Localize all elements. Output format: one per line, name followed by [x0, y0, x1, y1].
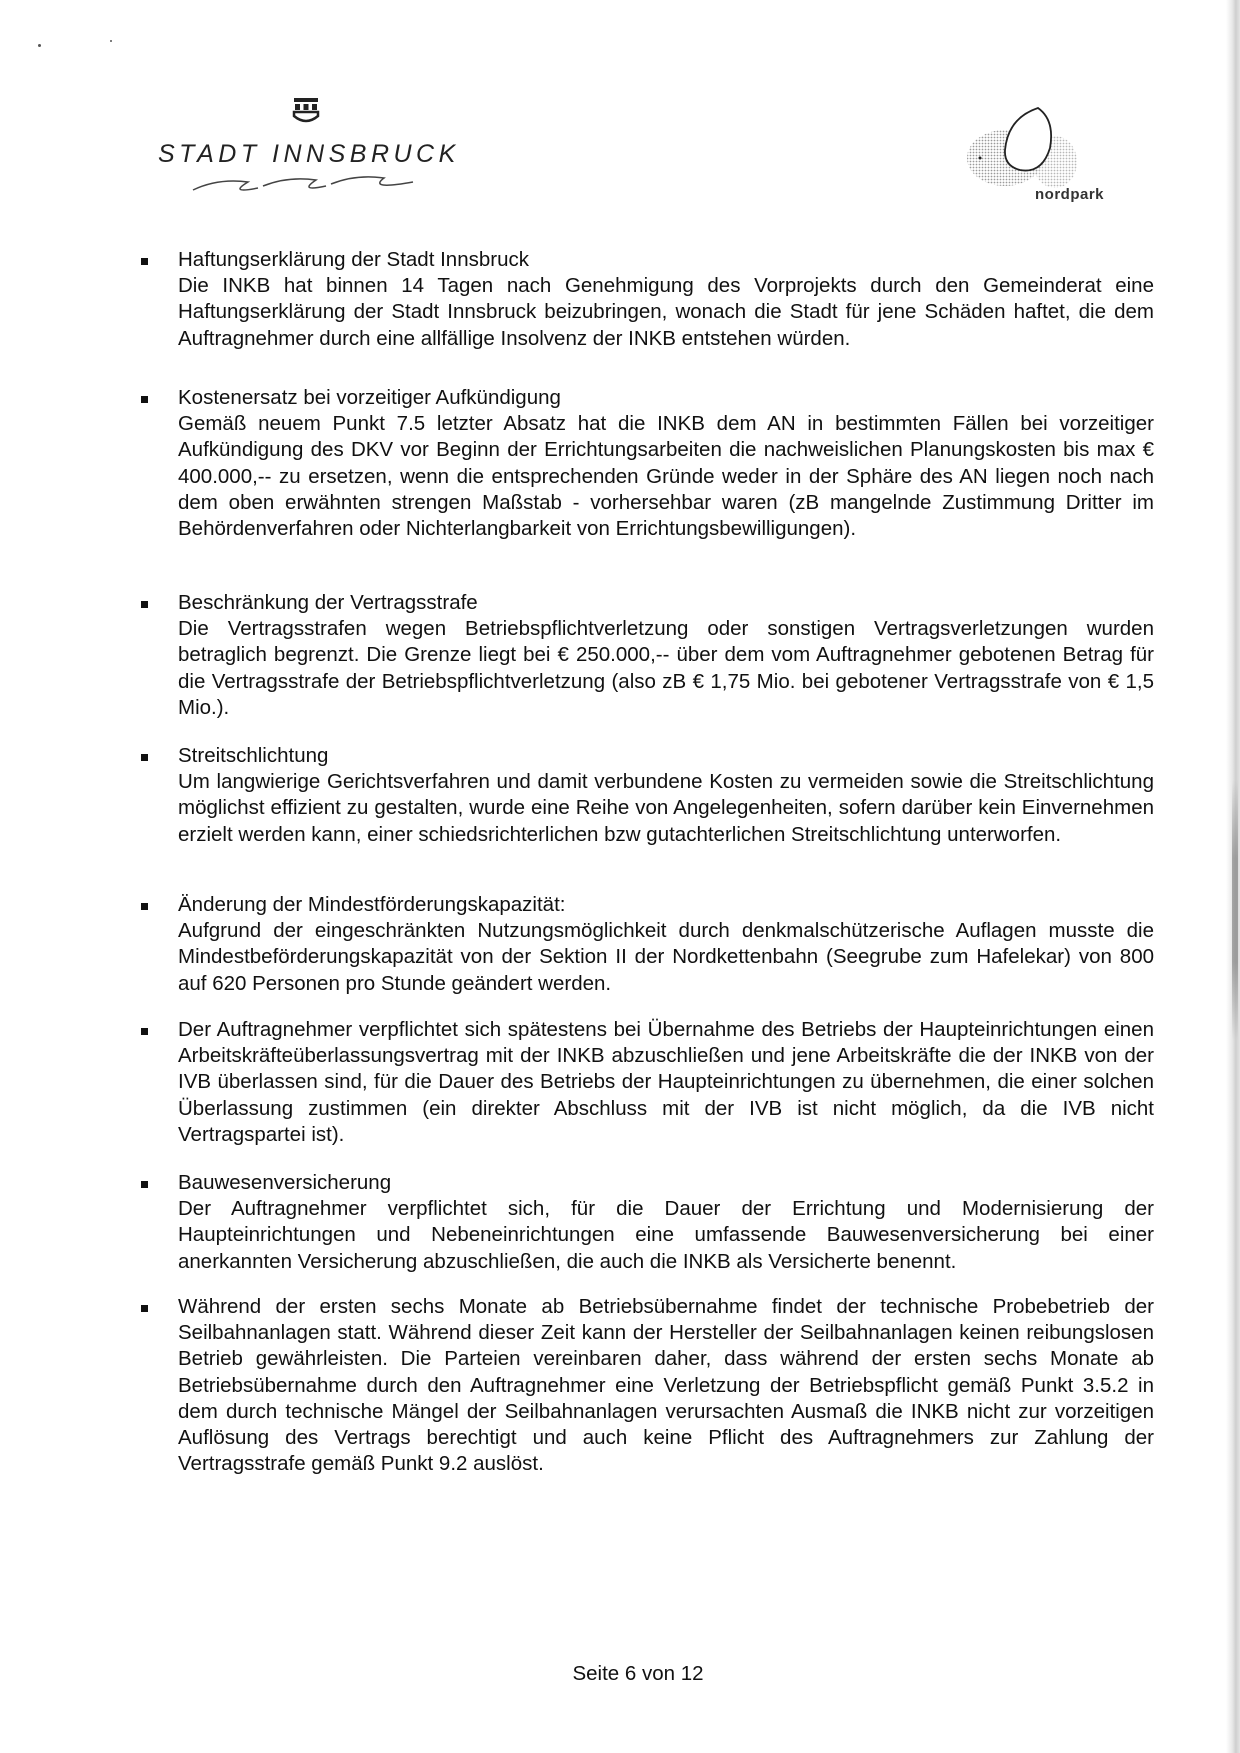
list-item-text: [178, 590, 1154, 721]
list-item-body: Die INKB hat binnen 14 Tagen nach Genehmigung des Vorprojekts durch den Gemeinderat eine Haftungserklärung der Stadt Innsbruck beizubringen, wonach die Stadt für jene Schäden haftet, die dem Auftragnehmer durch eine allfällige Insolvenz der INKB entstehen würden.: [178, 274, 1154, 350]
list-item-body: Um langwierige Gerichtsverfahren und damit verbundene Kosten zu vermeiden sowie die Streitschlichtung möglichst effizient zu gestalten, wurde eine Reihe von Angelegenheiten, sofern darüber kein Einvernehmen erzielt werden kann, einer schiedsrichterlichen bzw gutachterlichen Streitschlichtung unterworfen.: [178, 770, 1154, 846]
scan-speck: [38, 44, 41, 47]
list-item-body: Während der ersten sechs Monate ab Betriebsübernahme findet der technische Probebetrieb der Seilbahnanlagen statt. Während dieser Zeit kann der Hersteller der Seilbahnanlagen keinen reibungslosen Betrieb gewährleisten. Die Parteien vereinbaren daher, dass während der ersten sechs Monate ab Betriebsübernahme durch den Auftragnehmer eine Verletzung der Betriebspflicht gemäß Punkt 3.5.2 in dem durch technische Mängel der Seilbahnanlagen verursachten Ausmaß die INKB nicht zur vorzeitigen Auflösung des Vertrags berechtigt und auch keine Pflicht des Auftragnehmers zur Zahlung der Vertragsstrafe gemäß Punkt 9.2 auslöst.: [178, 1295, 1154, 1476]
list-item-text: [178, 247, 1154, 352]
list-item-text: [178, 743, 1154, 848]
list-item-body: Der Auftragnehmer verpflichtet sich, für die Dauer der Errichtung und Modernisierung der Haupteinrichtungen und Nebeneinrichtungen eine umfassende Bauwesenversicherung bei einer anerkannten Versicherung abzuschließen, die auch die INKB als Versicherte benennt.: [178, 1197, 1154, 1273]
city-logo: [158, 96, 458, 196]
list-item-title: Kostenersatz bei vorzeitiger Aufkündigung: [178, 386, 561, 409]
list-item-text: [178, 1294, 1154, 1477]
list-item-title: Streitschlichtung: [178, 744, 329, 767]
city-swoosh-graphic: [188, 172, 418, 196]
bullet-square-icon: [141, 258, 148, 265]
list-item-title: Beschränkung der Vertragsstrafe: [178, 591, 478, 614]
list-item-body: Aufgrund der eingeschränkten Nutzungsmöglichkeit durch denkmalschützerische Auflagen musste die Mindestbeförderungskapazität von der Sektion II der Nordkettenbahn (Seegrube zum Hafelekar) von 800 auf 620 Personen pro Stunde geändert werden.: [178, 919, 1154, 995]
bullet-square-icon: [141, 754, 148, 761]
list-item-text: [178, 892, 1154, 997]
bullet-square-icon: [141, 601, 148, 608]
list-item-title: Änderung der Mindestförderungskapazität:: [178, 893, 566, 916]
list-item-text: [178, 1170, 1154, 1275]
list-item-body: Die Vertragsstrafen wegen Betriebspflichtverletzung oder sonstigen Vertragsverletzungen wurden betraglich begrenzt. Die Grenze liegt bei € 250.000,-- über dem vom Auftragnehmer gebotenen Betrag für die Vertragsstrafe der Betriebspflichtverletzung (also zB € 1,75 Mio. bei gebotener Vertragsstrafe von € 1,5 Mio.).: [178, 617, 1154, 719]
list-item-text: [178, 1017, 1154, 1148]
page-footer: [0, 1662, 1240, 1686]
bullet-square-icon: [141, 1181, 148, 1188]
bullet-square-icon: [141, 903, 148, 910]
bullet-square-icon: [141, 396, 148, 403]
nordpark-logo: [960, 100, 1130, 210]
bullet-square-icon: [141, 1305, 148, 1312]
city-name: STADT INNSBRUCK: [158, 140, 460, 168]
scan-edge-dark-band: [1232, 780, 1238, 1040]
nordpark-wordmark: nordpark: [1035, 186, 1105, 203]
list-item-title: Bauwesenversicherung: [178, 1171, 392, 1194]
list-item-title: Haftungserklärung der Stadt Innsbruck: [178, 248, 529, 271]
page-number: Seite 6 von 12: [572, 1662, 704, 1685]
scan-speck: [110, 40, 112, 42]
bullet-square-icon: [141, 1028, 148, 1035]
list-item-body: Gemäß neuem Punkt 7.5 letzter Absatz hat die INKB dem AN in bestimmten Fällen bei vorzeitiger Aufkündigung des DKV vor Beginn der Errichtungsarbeiten die nachweislichen Planungskosten bis max € 400.000,-- zu ersetzen, wenn die entsprechenden Gründe weder in der Sphäre des AN liegen noch nach dem oben erwähnten strengen Maßstab - vorhersehbar waren (zB mangelnde Zustimmung Dritter im Behördenverfahren oder Nichterlangbarkeit von Errichtungsbewilligungen).: [178, 412, 1154, 541]
city-crest-icon: [291, 96, 321, 126]
nordpark-mountain-icon: [960, 100, 1080, 200]
list-item-text: [178, 385, 1154, 542]
list-item-body: Der Auftragnehmer verpflichtet sich spätestens bei Übernahme des Betriebs der Haupteinrichtungen einen Arbeitskräfteüberlassungsvertrag mit der INKB abzuschließen und jene Arbeitskräfte die der INKB von der IVB überlassen sind, für die Dauer des Betriebs der Haupteinrichtungen zu übernehmen, die einer solchen Überlassung zustimmen (ein direkter Abschluss mit der IVB ist nicht möglich, da die IVB nicht Vertragspartei ist).: [178, 1018, 1154, 1146]
